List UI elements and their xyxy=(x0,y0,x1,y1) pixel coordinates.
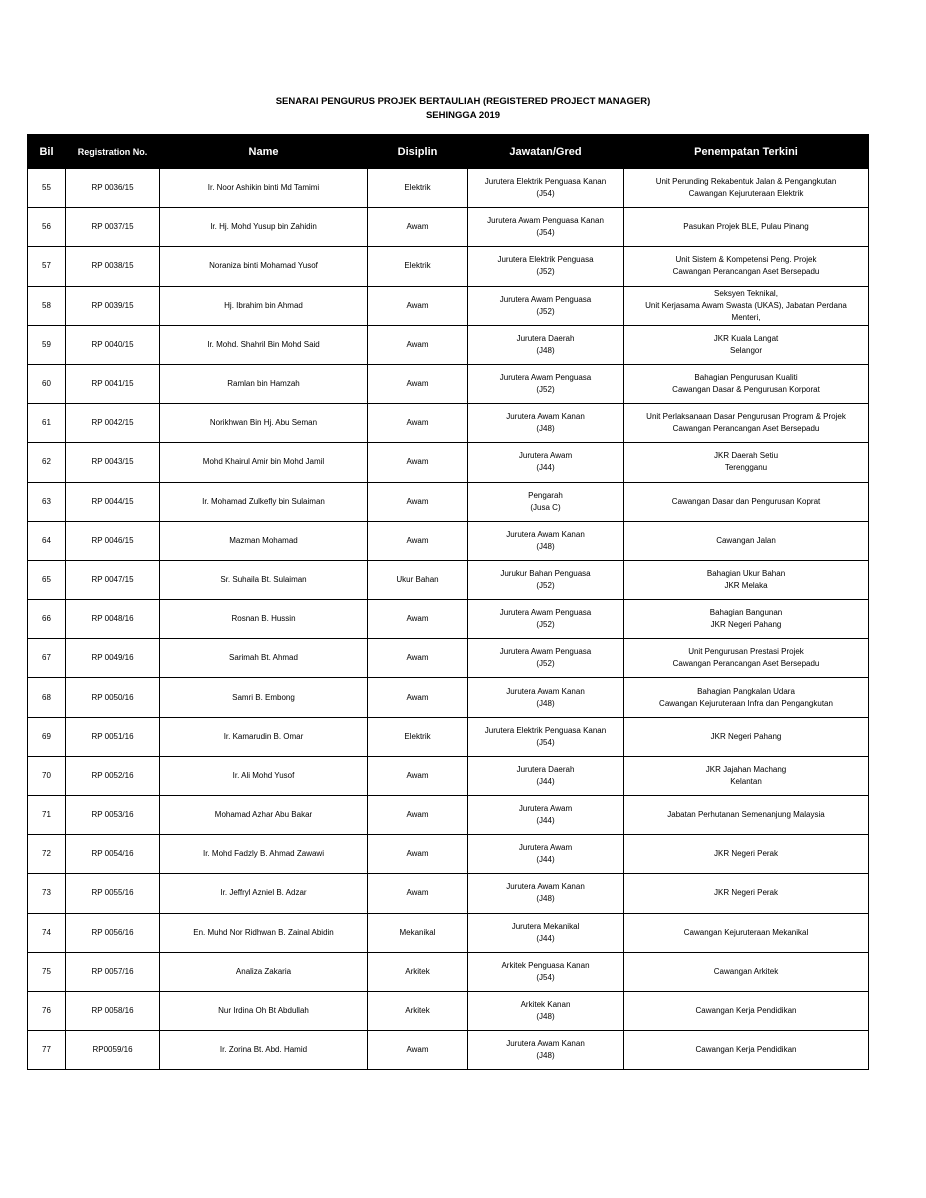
cell-name: Ir. Ali Mohd Yusof xyxy=(160,756,368,795)
cell-bil: 69 xyxy=(28,717,66,756)
cell-disiplin: Elektrik xyxy=(368,247,468,286)
cell-penempatan-terkini-line: JKR Negeri Pahang xyxy=(710,620,782,630)
cell-penempatan-terkini-line: JKR Negeri Perak xyxy=(713,849,779,859)
cell-jawatan-gred-line: (J52) xyxy=(536,267,555,277)
cell-name: Nur Irdina Oh Bt Abdullah xyxy=(160,991,368,1030)
document-title: SENARAI PENGURUS PROJEK BERTAULIAH (REGISTERED PROJECT MANAGER) xyxy=(275,96,651,107)
cell-disiplin: Mekanikal xyxy=(368,913,468,952)
cell-penempatan-terkini-line: Unit Perunding Rekabentuk Jalan & Pengangkutan xyxy=(655,177,837,187)
cell-bil: 75 xyxy=(28,952,66,991)
cell-penempatan-terkini xyxy=(624,600,869,639)
cell-jawatan-gred-line: (J54) xyxy=(536,972,555,982)
cell-penempatan-terkini xyxy=(624,991,869,1030)
cell-jawatan-gred xyxy=(468,286,624,325)
cell-bil: 64 xyxy=(28,521,66,560)
table-row xyxy=(28,1031,869,1070)
cell-disiplin: Awam xyxy=(368,208,468,247)
cell-jawatan-gred-line: Jurutera Awam xyxy=(518,804,573,814)
cell-name: Samri B. Embong xyxy=(160,678,368,717)
cell-disiplin: Elektrik xyxy=(368,717,468,756)
cell-jawatan-gred-line: Jurutera Elektrik Penguasa Kanan xyxy=(484,725,607,735)
cell-name: Rosnan B. Hussin xyxy=(160,600,368,639)
cell-jawatan-gred-line: (J54) xyxy=(536,737,555,747)
cell-registration-no: RP 0054/16 xyxy=(66,835,160,874)
cell-name: Ramlan bin Hamzah xyxy=(160,364,368,403)
cell-disiplin: Awam xyxy=(368,286,468,325)
cell-jawatan-gred xyxy=(468,482,624,521)
cell-name: Mazman Mohamad xyxy=(160,521,368,560)
table-row xyxy=(28,796,869,835)
cell-disiplin: Awam xyxy=(368,600,468,639)
cell-jawatan-gred xyxy=(468,208,624,247)
cell-penempatan-terkini xyxy=(624,404,869,443)
cell-name: Ir. Hj. Mohd Yusup bin Zahidin xyxy=(160,208,368,247)
cell-name: En. Muhd Nor Ridhwan B. Zainal Abidin xyxy=(160,913,368,952)
header-jawatan-gred: Jawatan/Gred xyxy=(468,135,624,169)
cell-penempatan-terkini xyxy=(624,325,869,364)
cell-jawatan-gred xyxy=(468,364,624,403)
cell-penempatan-terkini-line: JKR Jajahan Machang xyxy=(705,764,787,774)
cell-disiplin: Arkitek xyxy=(368,952,468,991)
cell-bil: 70 xyxy=(28,756,66,795)
cell-penempatan-terkini-line: JKR Melaka xyxy=(724,580,768,590)
cell-disiplin: Awam xyxy=(368,404,468,443)
cell-registration-no: RP 0036/15 xyxy=(66,169,160,208)
cell-name: Mohd Khairul Amir bin Mohd Jamil xyxy=(160,443,368,482)
cell-name: Ir. Kamarudin B. Omar xyxy=(160,717,368,756)
cell-jawatan-gred xyxy=(468,169,624,208)
cell-penempatan-terkini-line: Cawangan Jalan xyxy=(716,535,776,545)
cell-registration-no: RP 0049/16 xyxy=(66,639,160,678)
cell-name: Norikhwan Bin Hj. Abu Seman xyxy=(160,404,368,443)
cell-jawatan-gred-line: Jurutera Awam Kanan xyxy=(506,686,585,696)
cell-jawatan-gred-line: (J52) xyxy=(536,385,555,395)
cell-jawatan-gred-line: (J48) xyxy=(536,541,555,551)
cell-bil: 67 xyxy=(28,639,66,678)
cell-jawatan-gred xyxy=(468,756,624,795)
cell-bil: 61 xyxy=(28,404,66,443)
cell-name: Ir. Jeffryl Azniel B. Adzar xyxy=(160,874,368,913)
cell-jawatan-gred xyxy=(468,991,624,1030)
table-row xyxy=(28,874,869,913)
cell-penempatan-terkini-line: Terengganu xyxy=(724,463,768,473)
cell-bil: 71 xyxy=(28,796,66,835)
cell-registration-no: RP 0057/16 xyxy=(66,952,160,991)
cell-name: Sr. Suhaila Bt. Sulaiman xyxy=(160,560,368,599)
cell-registration-no: RP 0047/15 xyxy=(66,560,160,599)
cell-disiplin: Arkitek xyxy=(368,991,468,1030)
cell-jawatan-gred-line: Jurutera Daerah xyxy=(516,333,575,343)
cell-registration-no: RP 0051/16 xyxy=(66,717,160,756)
cell-registration-no: RP 0050/16 xyxy=(66,678,160,717)
cell-penempatan-terkini-line: Cawangan Perancangan Aset Bersepadu xyxy=(672,659,820,669)
cell-registration-no: RP 0044/15 xyxy=(66,482,160,521)
cell-name: Analiza Zakaria xyxy=(160,952,368,991)
cell-jawatan-gred-line: (J48) xyxy=(536,894,555,904)
cell-disiplin: Awam xyxy=(368,678,468,717)
table-row xyxy=(28,913,869,952)
cell-registration-no: RP 0053/16 xyxy=(66,796,160,835)
cell-penempatan-terkini-line: Cawangan Kejuruteraan Infra dan Pengangkutan xyxy=(659,698,833,708)
cell-disiplin: Awam xyxy=(368,482,468,521)
cell-jawatan-gred-line: (Jusa C) xyxy=(530,502,561,512)
cell-penempatan-terkini-line: Cawangan Perancangan Aset Bersepadu xyxy=(672,424,820,434)
cell-jawatan-gred-line: Jurutera Elektrik Penguasa xyxy=(497,255,594,265)
cell-penempatan-terkini xyxy=(624,835,869,874)
cell-penempatan-terkini xyxy=(624,952,869,991)
cell-penempatan-terkini-line: Cawangan Perancangan Aset Bersepadu xyxy=(672,267,820,277)
cell-penempatan-terkini xyxy=(624,208,869,247)
cell-bil: 66 xyxy=(28,600,66,639)
header-registration-no: Registration No. xyxy=(66,135,160,169)
table-row xyxy=(28,482,869,521)
cell-disiplin: Awam xyxy=(368,639,468,678)
cell-penempatan-terkini xyxy=(624,796,869,835)
cell-penempatan-terkini-line: Jabatan Perhutanan Semenanjung Malaysia xyxy=(667,810,825,820)
cell-penempatan-terkini-line: Bahagian Pengurusan Kualiti xyxy=(694,373,798,383)
cell-jawatan-gred xyxy=(468,717,624,756)
cell-jawatan-gred xyxy=(468,325,624,364)
cell-jawatan-gred-line: Pengarah xyxy=(528,490,563,500)
cell-jawatan-gred xyxy=(468,1031,624,1070)
cell-penempatan-terkini-line: Cawangan Dasar & Pengurusan Korporat xyxy=(672,385,820,395)
cell-penempatan-terkini-line: Unit Perlaksanaan Dasar Pengurusan Program & Projek xyxy=(646,412,846,422)
table-row xyxy=(28,169,869,208)
cell-jawatan-gred xyxy=(468,443,624,482)
cell-penempatan-terkini-line: Cawangan Kejuruteraan Mekanikal xyxy=(683,927,809,937)
cell-jawatan-gred-line: (J54) xyxy=(536,189,555,199)
cell-jawatan-gred-line: Arkitek Penguasa Kanan xyxy=(501,960,590,970)
cell-jawatan-gred-line: Jurutera Awam Kanan xyxy=(506,1039,585,1049)
cell-disiplin: Awam xyxy=(368,756,468,795)
cell-bil: 74 xyxy=(28,913,66,952)
table-row xyxy=(28,325,869,364)
header-penempatan-terkini: Penempatan Terkini xyxy=(624,135,869,169)
cell-penempatan-terkini-line: Cawangan Dasar dan Pengurusan Koprat xyxy=(671,496,821,506)
cell-registration-no: RP 0039/15 xyxy=(66,286,160,325)
cell-jawatan-gred-line: Jurutera Awam xyxy=(518,451,573,461)
cell-bil: 60 xyxy=(28,364,66,403)
header-disiplin: Disiplin xyxy=(368,135,468,169)
cell-jawatan-gred-line: Jurutera Awam Penguasa xyxy=(499,373,592,383)
cell-bil: 56 xyxy=(28,208,66,247)
table-row xyxy=(28,991,869,1030)
cell-penempatan-terkini-line: JKR Negeri Perak xyxy=(713,888,779,898)
cell-jawatan-gred-line: (J44) xyxy=(536,816,555,826)
cell-jawatan-gred-line: Jurutera Awam Kanan xyxy=(506,412,585,422)
cell-penempatan-terkini-line: Bahagian Pangkalan Udara xyxy=(697,686,795,696)
cell-penempatan-terkini xyxy=(624,913,869,952)
cell-jawatan-gred-line: Jurutera Mekanikal xyxy=(511,921,580,931)
cell-penempatan-terkini xyxy=(624,521,869,560)
cell-jawatan-gred-line: (J44) xyxy=(536,933,555,943)
cell-disiplin: Ukur Bahan xyxy=(368,560,468,599)
cell-penempatan-terkini xyxy=(624,247,869,286)
cell-name: Sarimah Bt. Ahmad xyxy=(160,639,368,678)
table-row xyxy=(28,247,869,286)
cell-jawatan-gred-line: Jurutera Awam Penguasa Kanan xyxy=(487,216,604,226)
cell-penempatan-terkini xyxy=(624,678,869,717)
cell-jawatan-gred xyxy=(468,678,624,717)
table-row xyxy=(28,639,869,678)
cell-penempatan-terkini xyxy=(624,286,869,325)
cell-registration-no: RP 0041/15 xyxy=(66,364,160,403)
table-row xyxy=(28,443,869,482)
cell-name: Ir. Noor Ashikin binti Md Tamimi xyxy=(160,169,368,208)
cell-jawatan-gred-line: (J52) xyxy=(536,659,555,669)
table-header xyxy=(28,135,869,169)
cell-disiplin: Awam xyxy=(368,874,468,913)
cell-registration-no: RP 0042/15 xyxy=(66,404,160,443)
cell-penempatan-terkini-line: Seksyen Teknikal, xyxy=(714,288,778,298)
cell-bil: 58 xyxy=(28,286,66,325)
cell-jawatan-gred xyxy=(468,600,624,639)
header-row xyxy=(28,135,869,169)
cell-bil: 59 xyxy=(28,325,66,364)
cell-penempatan-terkini xyxy=(624,756,869,795)
cell-registration-no: RP 0038/15 xyxy=(66,247,160,286)
cell-jawatan-gred-line: Jurutera Awam Penguasa xyxy=(499,608,592,618)
cell-disiplin: Awam xyxy=(368,325,468,364)
cell-name: Noraniza binti Mohamad Yusof xyxy=(160,247,368,286)
cell-penempatan-terkini xyxy=(624,443,869,482)
cell-jawatan-gred-line: (J54) xyxy=(536,228,555,238)
cell-jawatan-gred-line: (J52) xyxy=(536,306,555,316)
cell-jawatan-gred-line: (J44) xyxy=(536,463,555,473)
cell-bil: 72 xyxy=(28,835,66,874)
cell-jawatan-gred-line: Arkitek Kanan xyxy=(520,1000,571,1010)
table-row xyxy=(28,404,869,443)
cell-registration-no: RP 0040/15 xyxy=(66,325,160,364)
cell-jawatan-gred xyxy=(468,952,624,991)
cell-registration-no: RP 0046/15 xyxy=(66,521,160,560)
cell-jawatan-gred-line: Jurutera Daerah xyxy=(516,764,575,774)
cell-penempatan-terkini-line: Cawangan Arkitek xyxy=(713,966,779,976)
cell-jawatan-gred-line: (J48) xyxy=(536,424,555,434)
table-row xyxy=(28,208,869,247)
cell-jawatan-gred-line: (J52) xyxy=(536,620,555,630)
cell-registration-no: RP0059/16 xyxy=(66,1031,160,1070)
cell-penempatan-terkini-line: JKR Negeri Pahang xyxy=(710,731,782,741)
cell-bil: 62 xyxy=(28,443,66,482)
cell-jawatan-gred-line: (J48) xyxy=(536,698,555,708)
cell-jawatan-gred xyxy=(468,874,624,913)
cell-registration-no: RP 0058/16 xyxy=(66,991,160,1030)
cell-disiplin: Awam xyxy=(368,521,468,560)
table-row xyxy=(28,600,869,639)
cell-registration-no: RP 0048/16 xyxy=(66,600,160,639)
cell-bil: 57 xyxy=(28,247,66,286)
cell-jawatan-gred-line: (J48) xyxy=(536,345,555,355)
cell-jawatan-gred xyxy=(468,404,624,443)
cell-registration-no: RP 0043/15 xyxy=(66,443,160,482)
cell-penempatan-terkini-line: Kelantan xyxy=(730,776,762,786)
cell-name: Ir. Mohd Fadzly B. Ahmad Zawawi xyxy=(160,835,368,874)
cell-jawatan-gred-line: (J52) xyxy=(536,580,555,590)
cell-bil: 73 xyxy=(28,874,66,913)
cell-penempatan-terkini-line: Cawangan Kerja Pendidikan xyxy=(695,1045,797,1055)
cell-bil: 68 xyxy=(28,678,66,717)
table-body xyxy=(28,169,869,1070)
cell-penempatan-terkini-line: Unit Pengurusan Prestasi Projek xyxy=(688,647,804,657)
cell-bil: 65 xyxy=(28,560,66,599)
header-bil: Bil xyxy=(28,135,66,169)
project-manager-table xyxy=(27,134,869,1070)
table-row xyxy=(28,286,869,325)
cell-jawatan-gred-line: Jurutera Elektrik Penguasa Kanan xyxy=(484,177,607,187)
cell-jawatan-gred xyxy=(468,560,624,599)
cell-penempatan-terkini-line: Unit Kerjasama Awam Swasta (UKAS), Jabatan Perdana xyxy=(645,300,847,310)
cell-jawatan-gred-line: Jurutera Awam Kanan xyxy=(506,882,585,892)
cell-registration-no: RP 0056/16 xyxy=(66,913,160,952)
table-row xyxy=(28,717,869,756)
cell-disiplin: Awam xyxy=(368,835,468,874)
cell-bil: 76 xyxy=(28,991,66,1030)
cell-penempatan-terkini xyxy=(624,1031,869,1070)
cell-jawatan-gred xyxy=(468,247,624,286)
document-subtitle: SEHINGGA 2019 xyxy=(425,110,501,121)
cell-jawatan-gred xyxy=(468,796,624,835)
cell-disiplin: Awam xyxy=(368,1031,468,1070)
cell-jawatan-gred-line: Jurutera Awam Penguasa xyxy=(499,294,592,304)
cell-bil: 55 xyxy=(28,169,66,208)
cell-penempatan-terkini xyxy=(624,482,869,521)
table-row xyxy=(28,678,869,717)
header-name: Name xyxy=(160,135,368,169)
cell-penempatan-terkini-line: JKR Kuala Langat xyxy=(713,333,779,343)
cell-penempatan-terkini-line: Cawangan Kejuruteraan Elektrik xyxy=(688,189,804,199)
cell-jawatan-gred xyxy=(468,639,624,678)
cell-penempatan-terkini-line: Cawangan Kerja Pendidikan xyxy=(695,1006,797,1016)
cell-registration-no: RP 0055/16 xyxy=(66,874,160,913)
cell-penempatan-terkini-line: Bahagian Bangunan xyxy=(709,608,783,618)
cell-penempatan-terkini-line: Bahagian Ukur Bahan xyxy=(706,568,786,578)
cell-disiplin: Awam xyxy=(368,364,468,403)
table-row xyxy=(28,952,869,991)
cell-penempatan-terkini-line: Selangor xyxy=(729,345,763,355)
cell-jawatan-gred-line: Jurutera Awam Kanan xyxy=(506,529,585,539)
cell-jawatan-gred-line: (J48) xyxy=(536,1012,555,1022)
cell-name: Mohamad Azhar Abu Bakar xyxy=(160,796,368,835)
table-row xyxy=(28,835,869,874)
cell-bil: 77 xyxy=(28,1031,66,1070)
cell-penempatan-terkini xyxy=(624,717,869,756)
cell-jawatan-gred-line: Jurutera Awam xyxy=(518,843,573,853)
cell-registration-no: RP 0037/15 xyxy=(66,208,160,247)
cell-jawatan-gred xyxy=(468,835,624,874)
cell-name: Hj. Ibrahim bin Ahmad xyxy=(160,286,368,325)
cell-registration-no: RP 0052/16 xyxy=(66,756,160,795)
cell-bil: 63 xyxy=(28,482,66,521)
cell-jawatan-gred-line: (J44) xyxy=(536,855,555,865)
cell-name: Ir. Zorina Bt. Abd. Hamid xyxy=(160,1031,368,1070)
cell-disiplin: Awam xyxy=(368,796,468,835)
cell-disiplin: Elektrik xyxy=(368,169,468,208)
cell-disiplin: Awam xyxy=(368,443,468,482)
cell-jawatan-gred-line: (J48) xyxy=(536,1051,555,1061)
cell-name: Ir. Mohamad Zulkefly bin Sulaiman xyxy=(160,482,368,521)
cell-jawatan-gred-line: (J44) xyxy=(536,776,555,786)
cell-penempatan-terkini-line: Pasukan Projek BLE, Pulau Pinang xyxy=(683,222,809,232)
table-row xyxy=(28,521,869,560)
cell-jawatan-gred-line: Jurutera Awam Penguasa xyxy=(499,647,592,657)
cell-name: Ir. Mohd. Shahril Bin Mohd Said xyxy=(160,325,368,364)
table-row xyxy=(28,560,869,599)
table-row xyxy=(28,756,869,795)
cell-penempatan-terkini-line: JKR Daerah Setiu xyxy=(713,451,779,461)
cell-penempatan-terkini xyxy=(624,169,869,208)
cell-penempatan-terkini xyxy=(624,874,869,913)
cell-penempatan-terkini xyxy=(624,639,869,678)
cell-penempatan-terkini xyxy=(624,364,869,403)
cell-penempatan-terkini xyxy=(624,560,869,599)
cell-penempatan-terkini-line: Unit Sistem & Kompetensi Peng. Projek xyxy=(675,255,817,265)
table-row xyxy=(28,364,869,403)
cell-jawatan-gred xyxy=(468,913,624,952)
cell-jawatan-gred xyxy=(468,521,624,560)
cell-jawatan-gred-line: Jurukur Bahan Penguasa xyxy=(500,568,591,578)
cell-penempatan-terkini-line: Menteri, xyxy=(731,312,761,322)
